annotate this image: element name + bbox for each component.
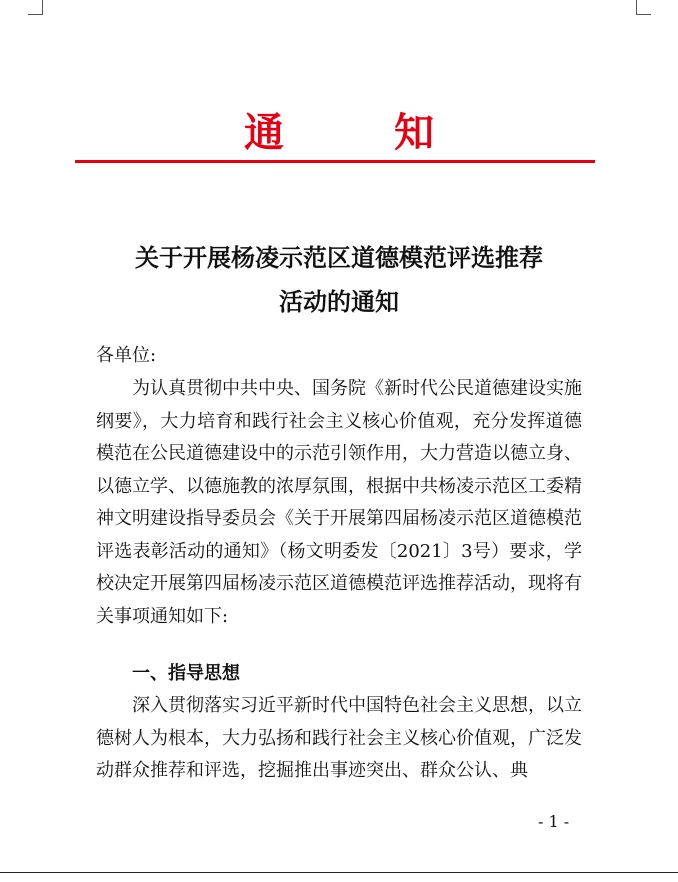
document-title-line-1: 关于开展杨凌示范区道德模范评选推荐 [135, 243, 543, 272]
crop-mark-top-left [28, 0, 43, 15]
section-heading-1: 一、指导思想 [132, 663, 240, 684]
red-divider-line [75, 160, 595, 163]
body-paragraph-2: 深入贯彻落实习近平新时代中国特色社会主义思想，以立德树人为根本，大力弘扬和践行社会主义核心价值观，广泛发动群众推荐和评选，挖掘推出事迹突出、群众公认、典 [96, 695, 582, 781]
document-title [0, 236, 678, 324]
body-paragraph-1: 为认真贯彻中共中央、国务院《新时代公民道德建设实施纲要》，大力培育和践行社会主义核心价值观，充分发挥道德模范在公民道德建设中的示范引领作用，大力营造以德立身、以德立学、以德施教的浓厚氛围，根据中共杨凌示范区工委精神文明建设指导委员会《关于开展第四届杨凌示范区道德模范评选表彰活动的通知》（杨文明委发〔2021〕3号）要求，学校决定开展第四届杨凌示范区道德模范评选推荐活动，现将有关事项通知如下: [96, 378, 582, 627]
document-title-line-2: 活动的通知 [279, 287, 399, 316]
crop-mark-top-right [636, 0, 651, 15]
page-bottom-edge [0, 872, 678, 873]
red-header-title: 通 知 [244, 110, 482, 156]
page-number: - 1 - [538, 812, 570, 831]
salutation: 各单位: [96, 345, 157, 366]
